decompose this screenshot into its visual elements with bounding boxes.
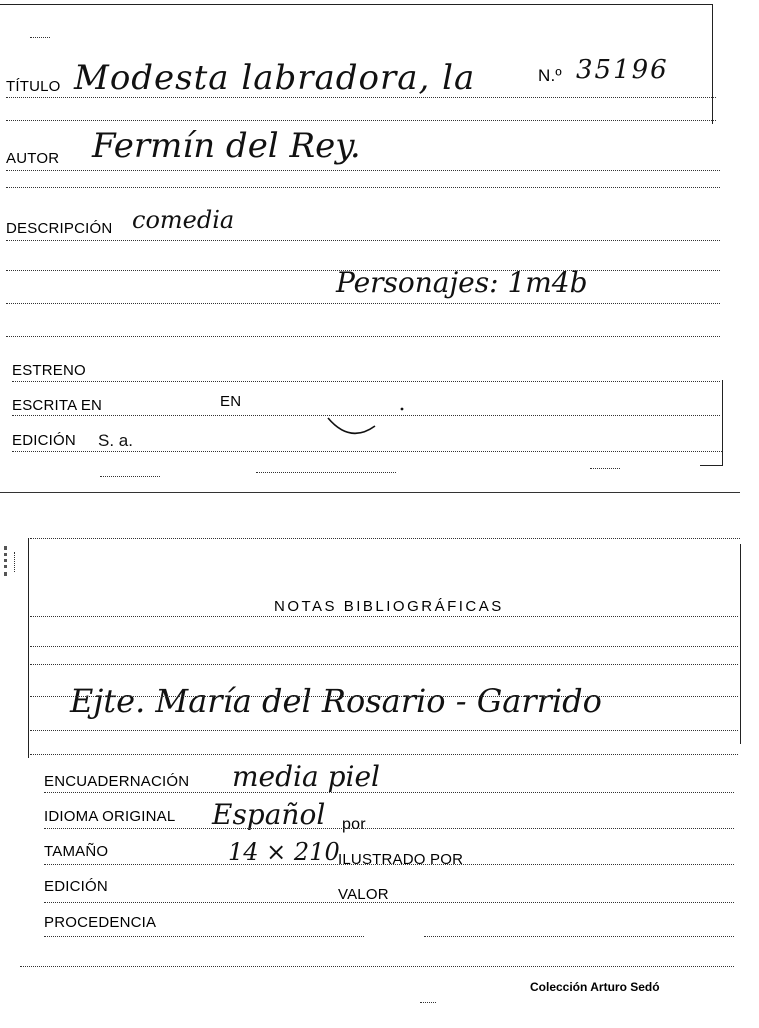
rule-line: [30, 646, 738, 647]
escrita-en-label: ESCRITA EN: [12, 397, 103, 414]
descripcion-value: comedia: [132, 206, 235, 234]
edicion-label-2: EDICIÓN: [44, 878, 108, 895]
cards-separator: [0, 492, 740, 493]
descripcion-line: [6, 240, 720, 241]
rule-line: [6, 336, 720, 337]
valor-label: VALOR: [338, 886, 389, 903]
idioma-value: Español: [212, 798, 326, 831]
catalog-card-back: [0, 496, 759, 1028]
autor-value: Fermín del Rey.: [92, 126, 361, 166]
numero-label: N.º: [538, 66, 562, 85]
titulo-value: Modesta labradora, la: [74, 58, 476, 98]
catalog-card-front: [0, 0, 759, 490]
card-left-border: [28, 538, 29, 758]
card-right-border: [712, 4, 713, 124]
rule-line: [30, 730, 738, 731]
tamano-line: [44, 864, 734, 865]
card-top-dash: [30, 37, 50, 38]
card-right-border: [740, 544, 741, 744]
rule-line: [30, 754, 738, 755]
collection-footer: Colección Arturo Sedó: [530, 980, 660, 994]
autor-label: AUTOR: [6, 150, 60, 167]
punch-hole-mark: [320, 396, 410, 440]
rule-line: [30, 664, 738, 665]
card-top-dash: [30, 538, 740, 539]
tamano-value: 14 × 210: [228, 838, 340, 866]
edicion-value: S. a.: [98, 431, 133, 450]
idioma-label: IDIOMA ORIGINAL: [44, 808, 176, 825]
descripcion-label: DESCRIPCIÓN: [6, 220, 113, 237]
rule-line: [6, 187, 720, 188]
rule-line: [6, 120, 716, 121]
estreno-line: [12, 381, 720, 382]
card-left-edge-speckle: [4, 546, 7, 576]
card-bottom-dash: [100, 476, 160, 477]
autor-line: [6, 170, 720, 171]
encuadernacion-line: [44, 792, 734, 793]
encuadernacion-label: ENCUADERNACIÓN: [44, 773, 190, 790]
edicion-label: EDICIÓN: [12, 432, 76, 449]
numero-value: 35196: [576, 55, 669, 85]
card-bottom-dash: [420, 1002, 436, 1003]
encuadernacion-value: media piel: [232, 760, 380, 793]
note-value: Ejte. María del Rosario - Garrido: [70, 682, 602, 720]
card-bottom-dash: [590, 468, 620, 469]
procedencia-line-right: [424, 936, 734, 937]
card-bottom-dash: [256, 472, 396, 473]
edicion-line-2: [44, 902, 734, 903]
tamano-label: TAMAÑO: [44, 843, 109, 860]
card-top-border: [0, 4, 712, 5]
notas-heading: NOTAS BIBLIOGRÁFICAS: [274, 598, 504, 615]
rule-line: [30, 696, 738, 697]
card-right-border-lower: [722, 380, 723, 466]
rule-line: [20, 966, 734, 967]
procedencia-label: PROCEDENCIA: [44, 914, 157, 931]
ilustrado-label: ILUSTRADO POR: [338, 851, 464, 868]
card-bottom-right: [700, 465, 722, 466]
en-label: EN: [220, 393, 242, 410]
personajes-value: Personajes: 1m4b: [336, 266, 588, 299]
titulo-line: [6, 97, 716, 98]
procedencia-line: [44, 936, 364, 937]
titulo-label: TÍTULO: [6, 78, 61, 95]
estreno-label: ESTRENO: [12, 362, 86, 379]
rule-line: [6, 303, 720, 304]
edicion-line: [12, 451, 722, 452]
rule-line: [30, 616, 738, 617]
card-left-edge-speckle: [14, 552, 15, 572]
por-label: por: [342, 816, 366, 833]
idioma-line: [44, 828, 734, 829]
